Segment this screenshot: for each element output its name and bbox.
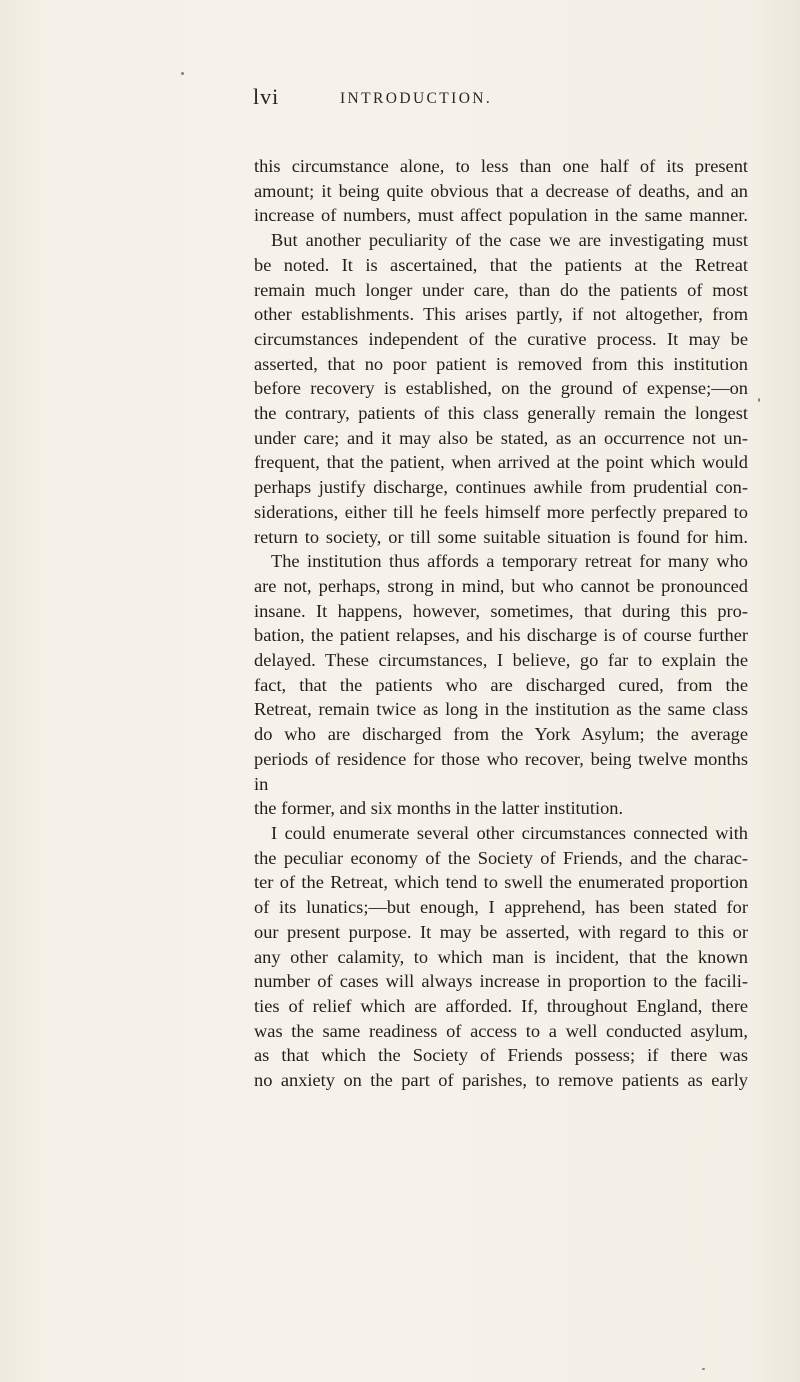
text-line: delayed. These circumstances, I believe, go far to explain the (254, 650, 748, 671)
text-line: be noted. It is ascertained, that the patients at the Retreat (254, 254, 748, 275)
text-line: periods of residence for those who recover, being twelve months in (254, 748, 748, 794)
text-line: ter of the Retreat, which tend to swell the enumerated proportion (254, 872, 748, 893)
text-line: under care; and it may also be stated, as an occurrence not un- (254, 427, 748, 448)
text-line: siderations, either till he feels himself more perfectly prepared to (254, 501, 748, 522)
text-line: do who are discharged from the York Asylum; the average (254, 724, 748, 745)
text-line: this circumstance alone, to less than one half of its present (254, 156, 748, 176)
text-line: remain much longer under care, than do the patients of most (254, 279, 748, 300)
paper-speck (181, 72, 184, 75)
text-line: return to society, or till some suitable situation is found for him. (254, 526, 748, 547)
text-line: of its lunatics;—but enough, I apprehend, has been stated for (254, 897, 748, 918)
text-line: no anxiety on the part of parishes, to remove patients as early (254, 1070, 748, 1091)
text-line: our present purpose. It may be asserted, with regard to this or (254, 921, 748, 942)
text-line: are not, perhaps, strong in mind, but who cannot be pronounced (254, 575, 748, 596)
paper-speck (702, 1368, 705, 1370)
page-number: lvi (253, 84, 280, 109)
text-line: asserted, that no poor patient is removed from this institution (254, 353, 748, 374)
text-line: bation, the patient relapses, and his discharge is of course further (254, 625, 748, 646)
text-line: perhaps justify discharge, continues awhile from prudential con- (254, 477, 748, 498)
text-line: increase of numbers, must affect population in the same manner. (254, 205, 748, 226)
text-line: number of cases will always increase in proportion to the facili- (254, 971, 748, 992)
body-text (254, 154, 748, 1093)
running-head: INTRODUCTION. (340, 90, 493, 107)
text-line: Retreat, remain twice as long in the institution as the same class (254, 699, 748, 720)
text-line: before recovery is established, on the ground of expense;—on (254, 378, 748, 399)
text-line: the contrary, patients of this class generally remain the longest (254, 403, 748, 424)
text-line: the peculiar economy of the Society of Friends, and the charac- (254, 847, 748, 868)
text-line: as that which the Society of Friends possess; if there was (254, 1045, 748, 1066)
paper-speck (758, 398, 760, 402)
text-line: ties of relief which are afforded. If, throughout England, there (254, 995, 748, 1016)
text-line: The institution thus affords a temporary retreat for many who (271, 551, 748, 572)
text-line: was the same readiness of access to a well conducted asylum, (254, 1020, 748, 1041)
text-line: frequent, that the patient, when arrived at the point which would (254, 452, 748, 473)
text-line: I could enumerate several other circumstances connected with (271, 822, 748, 843)
text-line: circumstances independent of the curative process. It may be (254, 328, 748, 349)
text-line: fact, that the patients who are discharged cured, from the (254, 674, 748, 695)
text-line: any other calamity, to which man is incident, that the known (254, 946, 748, 967)
text-line: insane. It happens, however, sometimes, that during this pro- (254, 600, 748, 621)
text-line: But another peculiarity of the case we are investigating must (271, 230, 748, 251)
text-line: amount; it being quite obvious that a decrease of deaths, and an (254, 180, 748, 201)
page-header (253, 82, 753, 112)
text-line: other establishments. This arises partly, if not altogether, from (254, 304, 748, 325)
text-line: the former, and six months in the latter institution. (254, 798, 624, 819)
